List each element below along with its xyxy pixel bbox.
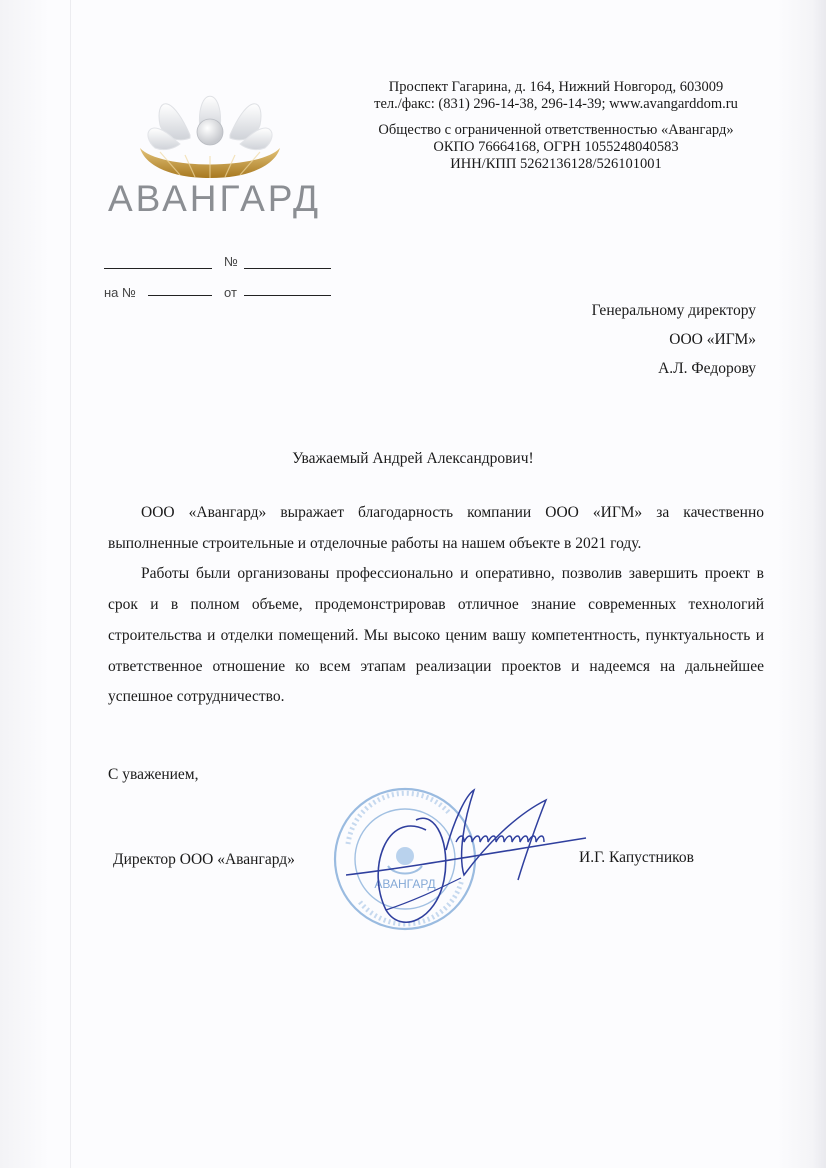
company-tax: ИНН/КПП 5262136128/526101001 [450,156,662,172]
handwritten-signature [346,780,626,940]
incoming-number-label: на № [104,285,136,300]
page-fold-line [70,0,71,1168]
logo-wordmark: АВАНГАРД [108,178,322,219]
addressee-position: Генеральному директору [591,302,756,319]
letterhead-contacts [356,79,756,113]
body-paragraph-2: Работы были организованы профессионально и оперативно, позволив завершить проект в срок и в полном объеме, продемонстрировав отличное знание современных технологий строительства и отделки помещений. Мы высоко ценим вашу компетентность, пунктуальность и ответственное отношение ко всем этапам реализации проектов и надеемся на дальнейшее успешное сотрудничество. [108,565,764,706]
signer-title: Директор ООО «Авангард» [113,851,295,868]
outgoing-date-line [104,268,212,269]
from-label: от [224,285,237,300]
outgoing-reference-block [104,254,344,306]
salutation: Уважаемый Андрей Александрович! [292,450,534,467]
letter-body [108,498,764,713]
addressee-company: ООО «ИГМ» [669,331,756,348]
signer-name: И.Г. Капустников [579,849,694,866]
page-edge-shadow [812,0,826,1168]
addressee-name: А.Л. Федорову [658,360,756,377]
closing-regards: С уважением, [108,766,199,783]
company-address: Проспект Гагарина, д. 164, Нижний Новгород, 603009 [388,79,724,95]
body-paragraph-1: ООО «Авангард» выражает благодарность компании ООО «ИГМ» за качественно выполненные строительные и отделочные работы на нашем объекте в 2021 году. [108,504,764,552]
company-name: Общество с ограниченной ответственностью «Авангард» [378,122,734,138]
company-contacts: тел./факс: (831) 296-14-38, 296-14-39; www.avangarddom.ru [374,96,738,112]
outgoing-number-line [244,268,331,269]
company-codes: ОКПО 76664168, ОГРН 1055248040583 [433,139,679,155]
incoming-date-line [244,295,331,296]
letterhead-requisites [356,122,756,173]
incoming-number-line [148,295,212,296]
stamp-text: АВАНГАРД [374,877,436,891]
number-label: № [224,254,238,269]
